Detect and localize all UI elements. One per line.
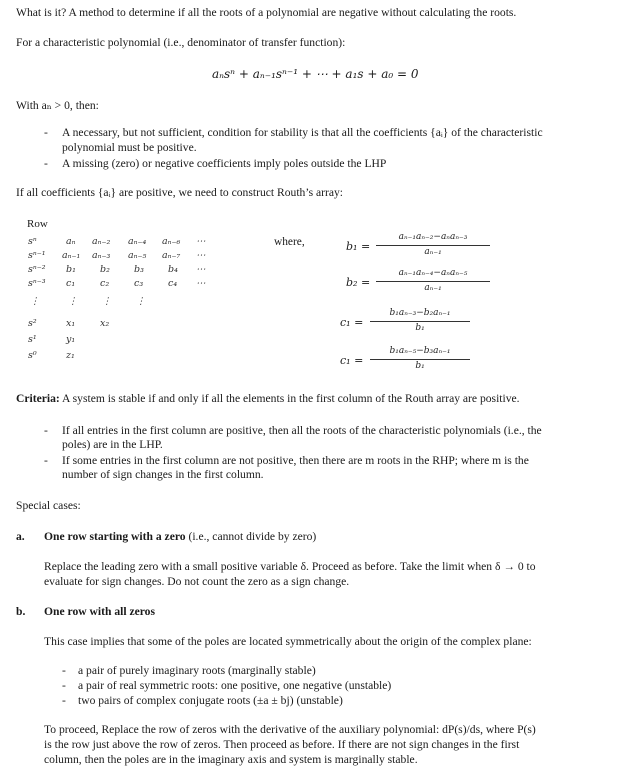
- formula-c1-lhs: c₁ =: [340, 316, 364, 329]
- condition-2-line-1: A missing (zero) or negative coefficients imply poles outside the LHP: [62, 157, 387, 170]
- case-a-heading-tail: (i.e., cannot divide by zero): [185, 530, 317, 543]
- row-label: sⁿ: [28, 236, 37, 247]
- bullet-dash: -: [44, 424, 48, 437]
- fraction-bar: [370, 321, 470, 322]
- array-cell: c₂: [100, 278, 110, 289]
- case-b-item-1: a pair of purely imaginary roots (marginally stable): [78, 664, 316, 677]
- case-b-heading: One row with all zeros: [44, 605, 155, 618]
- fraction-bar: [376, 281, 490, 282]
- row-label: ⋮: [30, 296, 40, 307]
- array-cell: ⋯: [196, 278, 206, 289]
- array-cell: ⋮: [68, 296, 78, 307]
- case-a-line-1: Replace the leading zero with a small positive variable δ. Proceed as before. Take the limit when δ → 0 to: [44, 560, 536, 573]
- formula-b1-lhs: b₁ =: [346, 240, 371, 253]
- array-cell: z₁: [66, 350, 75, 361]
- array-cell: ⋯: [196, 236, 206, 247]
- array-cell: c₃: [134, 278, 144, 289]
- formula-c1-denominator: b₁: [415, 323, 425, 333]
- case-b-item-2: a pair of real symmetric roots: one positive, one negative (unstable): [78, 679, 392, 692]
- array-cell: ⋮: [136, 296, 146, 307]
- with-an-positive: With aₙ > 0, then:: [16, 99, 99, 112]
- criteria-label: Criteria:: [16, 392, 60, 405]
- criteria-1-line-2: poles) are in the LHP.: [62, 438, 163, 451]
- case-b-closing-3: column, then the poles are in the imaginary axis and system is marginally stable.: [44, 753, 418, 766]
- array-cell: aₙ₋₂: [92, 236, 111, 247]
- bullet-dash: -: [62, 664, 66, 677]
- bullet-dash: -: [62, 694, 66, 707]
- array-cell: aₙ₋₁: [62, 250, 81, 261]
- intro-line-1: What is it? A method to determine if all the roots of a polynomial are negative without calculating the roots.: [16, 6, 517, 19]
- array-cell: aₙ: [66, 236, 76, 247]
- array-cell: aₙ₋₅: [128, 250, 147, 261]
- formula-b1-denominator: aₙ₋₁: [424, 247, 442, 257]
- array-cell: ⋯: [196, 250, 206, 261]
- bullet-dash: -: [44, 157, 48, 170]
- array-cell: aₙ₋₇: [162, 250, 181, 261]
- criteria-2-line-2: number of sign changes in the first column.: [62, 468, 264, 481]
- row-label: sⁿ⁻³: [28, 278, 46, 289]
- row-label: sⁿ⁻¹: [28, 250, 46, 261]
- row-label: sⁿ⁻²: [28, 264, 46, 275]
- criteria-statement: [16, 392, 520, 406]
- row-label: s²: [28, 318, 37, 329]
- row-label: s¹: [28, 334, 37, 345]
- condition-1-line-1: A necessary, but not sufficient, condition for stability is that all the coefficients {aᵢ} of the characteristic: [62, 126, 543, 139]
- array-cell: ⋯: [196, 264, 206, 275]
- criteria-2-line-1: If some entries in the first column are not positive, then there are m roots in the RHP; where m is the: [62, 454, 529, 467]
- array-cell: ⋮: [102, 296, 112, 307]
- formula-b2-denominator: aₙ₋₁: [424, 283, 442, 293]
- formula-b1-numerator: aₙ₋₁aₙ₋₂−aₙaₙ₋₃: [398, 232, 468, 242]
- bullet-dash: -: [44, 454, 48, 467]
- row-header: Row: [27, 218, 48, 230]
- criteria-text: A system is stable if and only if all the elements in the first column of the Routh array are positive.: [59, 392, 520, 405]
- array-cell: y₁: [66, 334, 76, 345]
- bullet-dash: -: [62, 679, 66, 692]
- bullet-dash: -: [44, 126, 48, 139]
- array-cell: b₃: [134, 264, 144, 275]
- formula-b2-numerator: aₙ₋₁aₙ₋₄−aₙaₙ₋₅: [398, 268, 468, 278]
- where-label: where,: [274, 236, 305, 248]
- formula-c2-lhs: c₁ =: [340, 354, 364, 367]
- criteria-1-line-1: If all entries in the first column are positive, then all the roots of the characteristic polynomials (i.e., the: [62, 424, 542, 437]
- special-cases-title: Special cases:: [16, 499, 81, 512]
- array-cell: b₂: [100, 264, 110, 275]
- characteristic-equation: aₙsⁿ + aₙ₋₁sⁿ⁻¹ + ⋯ + a₁s + a₀ = 0: [212, 67, 419, 81]
- case-b-closing-1: To proceed, Replace the row of zeros with the derivative of the auxiliary polynomial: dP(s)/ds, where P(s): [44, 723, 536, 736]
- if-all-positive: If all coefficients {aᵢ} are positive, we need to construct Routh’s array:: [16, 186, 344, 199]
- row-label: s⁰: [28, 350, 37, 361]
- array-cell: b₄: [168, 264, 178, 275]
- array-cell: c₁: [66, 278, 76, 289]
- fraction-bar: [370, 359, 470, 360]
- formula-c1-numerator: b₁aₙ₋₃−b₂aₙ₋₁: [389, 308, 451, 318]
- case-a-line-2: evaluate for sign changes. Do not count the zero as a sign change.: [44, 575, 350, 588]
- array-cell: aₙ₋₄: [128, 236, 147, 247]
- array-cell: aₙ₋₆: [162, 236, 181, 247]
- array-cell: x₂: [100, 318, 110, 329]
- array-cell: c₄: [168, 278, 178, 289]
- formula-b2-lhs: b₂ =: [346, 276, 371, 289]
- array-cell: b₁: [66, 264, 76, 275]
- formula-c2-denominator: b₁: [415, 361, 425, 371]
- condition-1-line-2: polynomial must be positive.: [62, 141, 197, 154]
- formula-c2-numerator: b₁aₙ₋₅−b₃aₙ₋₁: [389, 346, 451, 356]
- case-a-heading: One row starting with a zero: [44, 530, 186, 543]
- case-b-letter: b.: [16, 605, 26, 618]
- case-b-intro: This case implies that some of the poles are located symmetrically about the origin of the complex plane:: [44, 635, 532, 648]
- case-b-item-3: two pairs of complex conjugate roots (±a ± bj) (unstable): [78, 694, 343, 707]
- array-cell: x₁: [66, 318, 76, 329]
- array-cell: aₙ₋₃: [92, 250, 111, 261]
- case-b-closing-2: is the row just above the row of zeros. Then proceed as before. If there are not sign changes in the first: [44, 738, 520, 751]
- case-a-heading-line: [44, 530, 316, 544]
- fraction-bar: [376, 245, 490, 246]
- case-a-letter: a.: [16, 530, 25, 543]
- intro-line-2: For a characteristic polynomial (i.e., denominator of transfer function):: [16, 36, 346, 49]
